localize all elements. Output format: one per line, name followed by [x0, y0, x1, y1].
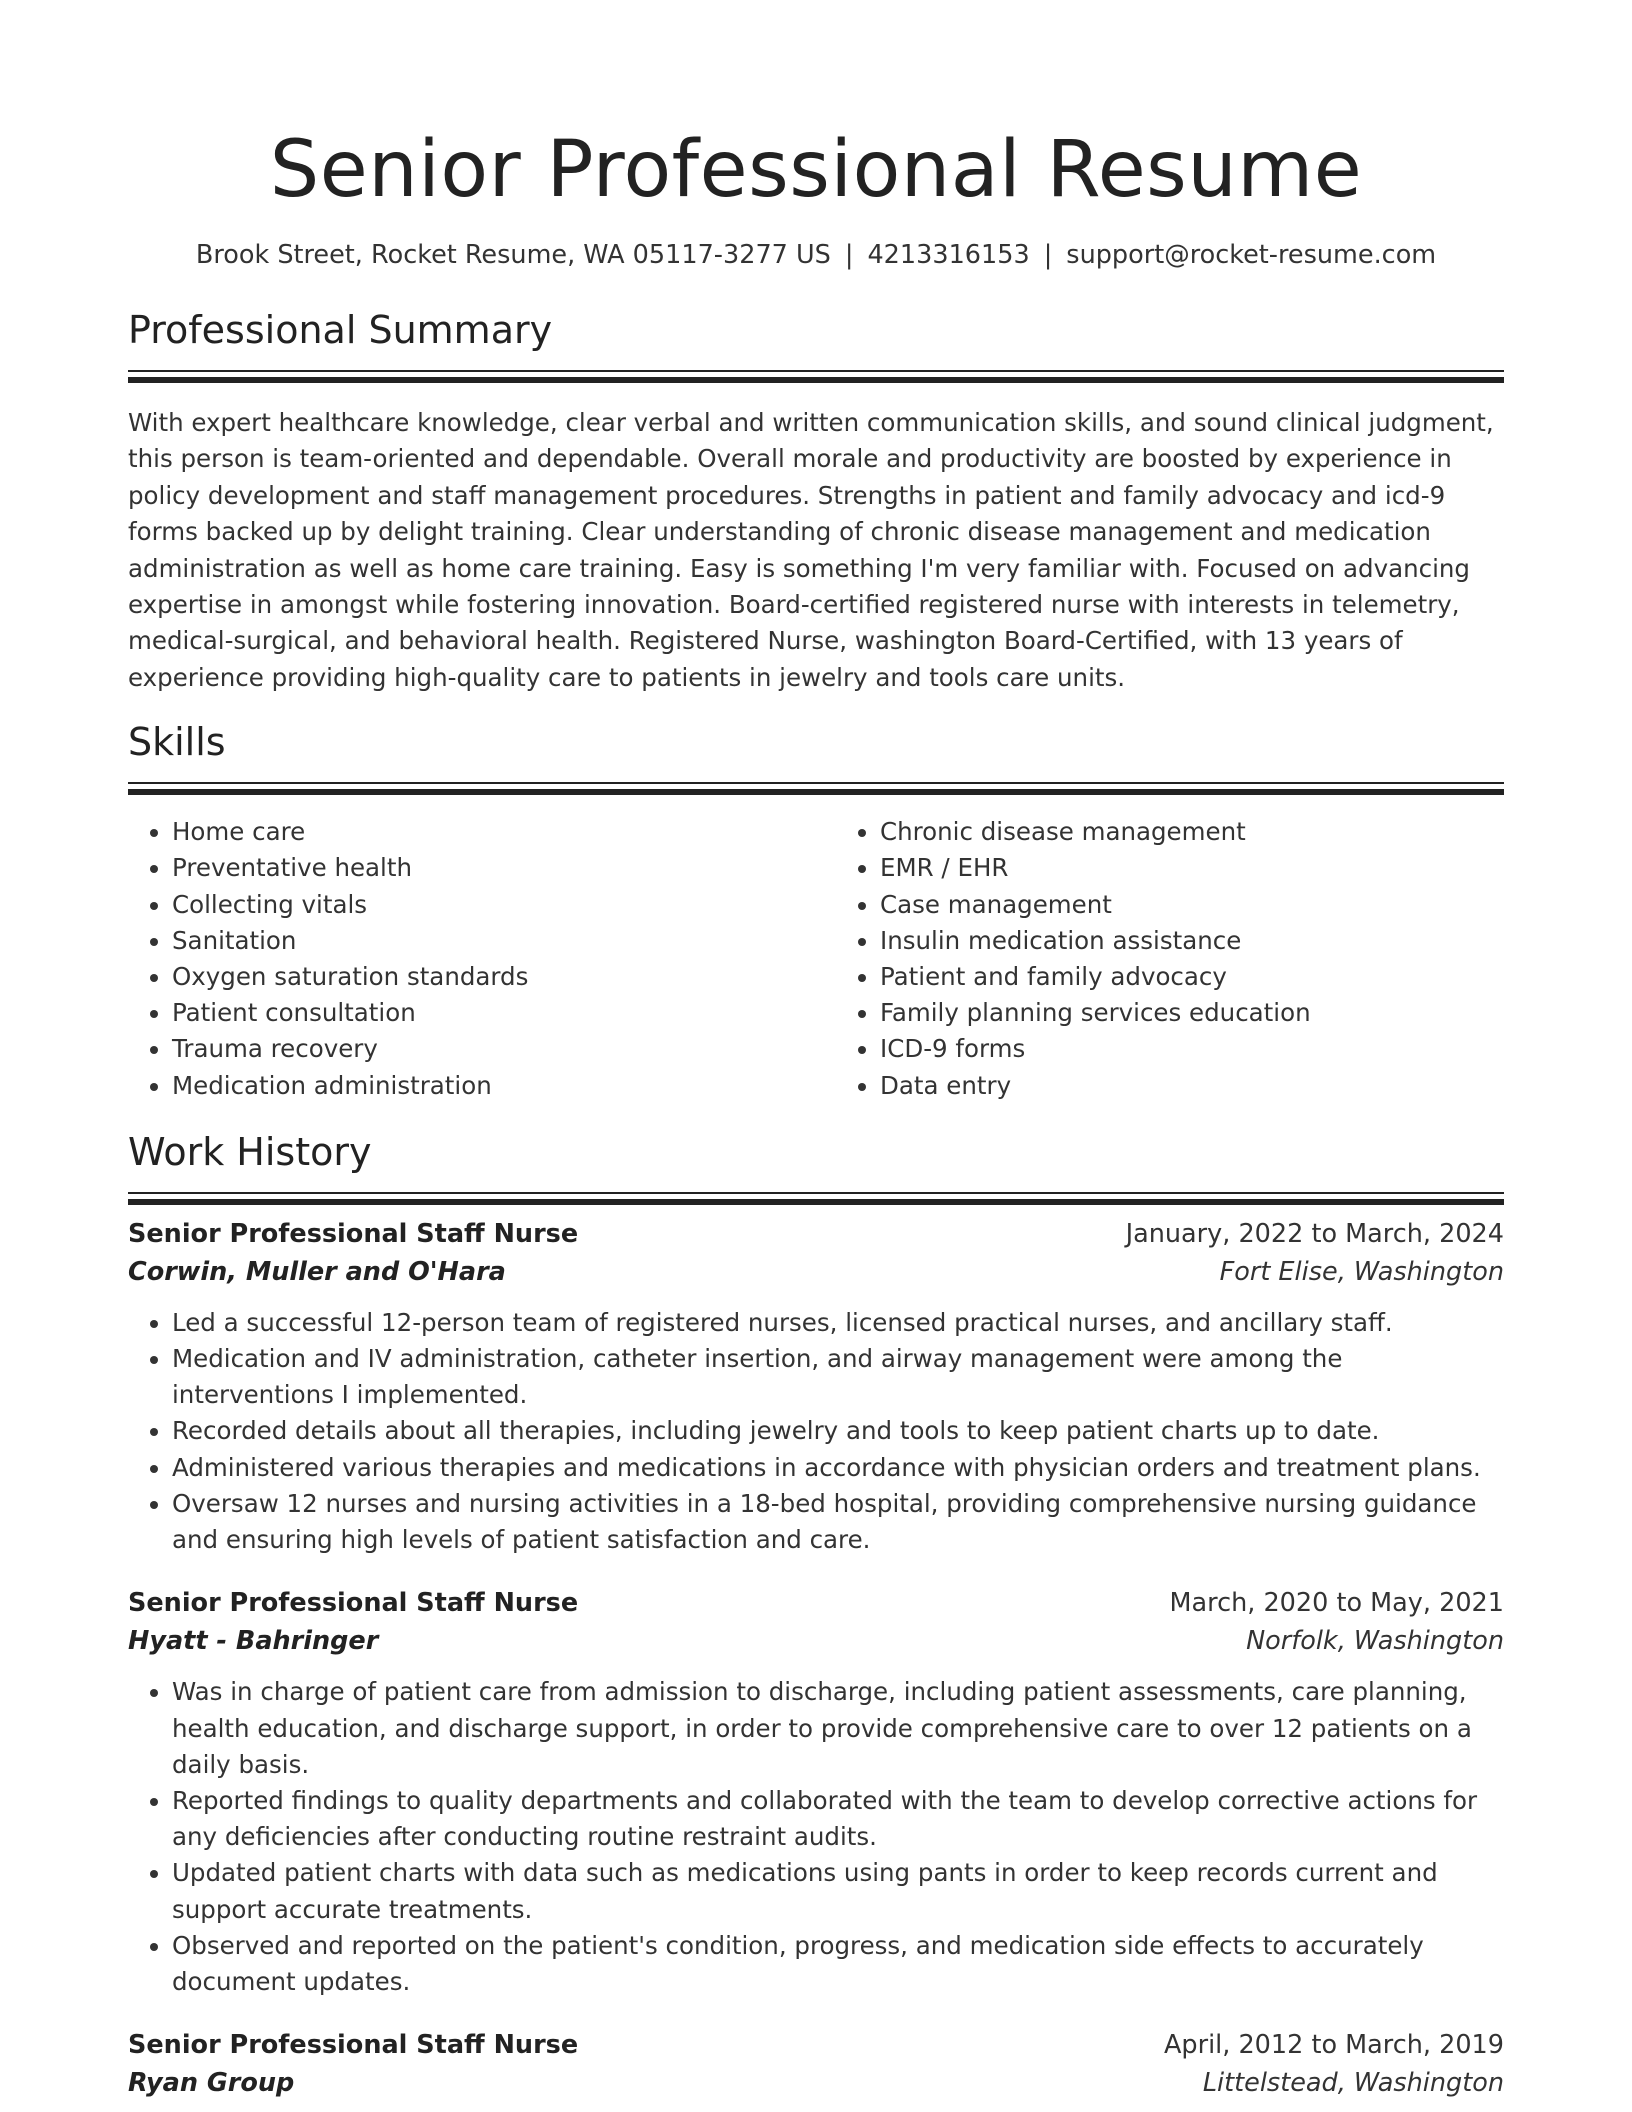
- skills-list-right: [836, 814, 1504, 1104]
- job-location: Norfolk, Washington: [1246, 1626, 1504, 1657]
- skill-item: • EMR / EHR: [880, 850, 1504, 886]
- skill-item: • ICD-9 forms: [880, 1031, 1504, 1067]
- skills-columns: [128, 814, 1504, 1104]
- skills-list-left: [128, 814, 796, 1104]
- section-divider: [128, 1192, 1504, 1194]
- summary-section: [128, 306, 1504, 696]
- job-subheader: [128, 1253, 1504, 1291]
- job-bullet: • Led a successful 12-person team of registered nurses, licensed practical nurses, and ancillary staff.: [172, 1305, 1504, 1341]
- skill-item: • Sanitation: [172, 923, 796, 959]
- section-title-skills: Skills: [128, 720, 226, 765]
- section-divider: [128, 782, 1504, 784]
- job-bullet-list: [128, 1674, 1504, 2000]
- skill-item: • Insulin medication assistance: [880, 923, 1504, 959]
- job-dates: April, 2012 to March, 2019: [1163, 2030, 1504, 2061]
- skill-item: • Home care: [172, 814, 796, 850]
- job-subheader: [128, 2064, 1504, 2102]
- job-title: Senior Professional Staff Nurse: [128, 1588, 579, 1619]
- job-bullet: • Medication and IV administration, catheter insertion, and airway management were among the interventions I implemented.: [172, 1341, 1504, 1413]
- job-location: Littelstead, Washington: [1202, 2068, 1504, 2099]
- skill-item: • Trauma recovery: [172, 1031, 796, 1067]
- job-bullet: • Oversaw 12 nurses and nursing activities in a 18-bed hospital, providing comprehensive nursing guidance and ensuring high levels of patient satisfaction and care.: [172, 1486, 1504, 1558]
- section-divider: [128, 370, 1504, 372]
- skill-item: • Medication administration: [172, 1068, 796, 1104]
- job-title: Senior Professional Staff Nurse: [128, 2030, 579, 2061]
- job-bullet: • Was in charge of patient care from admission to discharge, including patient assessments, care planning, health education, and discharge support, in order to provide comprehensive care to over 12 patients on a daily basis.: [172, 1674, 1504, 1783]
- skill-item: • Patient consultation: [172, 995, 796, 1031]
- skill-item: • Case management: [880, 887, 1504, 923]
- job-bullet: • Administered various therapies and medications in accordance with physician orders and treatment plans.: [172, 1450, 1504, 1486]
- resume-name: Senior Professional Resume: [269, 125, 1363, 215]
- contact-phone: 4213316153: [867, 240, 1030, 270]
- contact-address: Brook Street, Rocket Resume, WA 05117-3277 US: [195, 240, 831, 270]
- job-company: Hyatt - Bahringer: [128, 1626, 379, 1657]
- skill-item: • Collecting vitals: [172, 887, 796, 923]
- skills-section: [128, 718, 1504, 1104]
- contact-line: [128, 238, 1504, 272]
- skill-item: • Patient and family advocacy: [880, 959, 1504, 995]
- skill-item: • Data entry: [880, 1068, 1504, 1104]
- job-bullet-list: [128, 1305, 1504, 1558]
- job-entry: [128, 1584, 1504, 2000]
- job-header: [128, 1584, 1504, 1622]
- skill-item: • Oxygen saturation standards: [172, 959, 796, 995]
- job-dates: January, 2022 to March, 2024: [1125, 1218, 1504, 1249]
- contact-separator: |: [1043, 240, 1053, 270]
- section-title-work-history: Work History: [128, 1129, 372, 1174]
- work-history-section: [128, 1128, 1504, 2102]
- job-bullet: • Observed and reported on the patient's condition, progress, and medication side effects to accurately document updates.: [172, 1928, 1504, 2000]
- job-location: Fort Elise, Washington: [1219, 1256, 1504, 1287]
- contact-email: support@rocket-resume.com: [1066, 240, 1437, 270]
- job-bullet: • Reported findings to quality departments and collaborated with the team to develop corrective actions for any deficiencies after conducting routine restraint audits.: [172, 1783, 1504, 1855]
- job-company: Corwin, Muller and O'Hara: [128, 1256, 506, 1287]
- section-title-summary: Professional Summary: [128, 308, 553, 352]
- skill-item: • Preventative health: [172, 850, 796, 886]
- job-company: Ryan Group: [128, 2068, 295, 2099]
- resume-page: [128, 0, 1504, 2102]
- job-title: Senior Professional Staff Nurse: [128, 1218, 579, 1249]
- job-bullet: • Updated patient charts with data such as medications using pants in order to keep records current and support accurate treatments.: [172, 1855, 1504, 1927]
- job-entry: [128, 2026, 1504, 2102]
- job-dates: March, 2020 to May, 2021: [1169, 1588, 1504, 1619]
- job-entry: [128, 1215, 1504, 1558]
- job-subheader: [128, 1622, 1504, 1660]
- job-header: [128, 2026, 1504, 2064]
- job-bullet: • Recorded details about all therapies, including jewelry and tools to keep patient charts up to date.: [172, 1413, 1504, 1449]
- job-header: [128, 1215, 1504, 1253]
- skill-item: • Family planning services education: [880, 995, 1504, 1031]
- contact-separator: |: [844, 240, 854, 270]
- skill-item: • Chronic disease management: [880, 814, 1504, 850]
- summary-text: With expert healthcare knowledge, clear verbal and written communication skills, and sound clinical judgment, this person is team-oriented and dependable. Overall morale and productivity are boosted by experience in policy development and staff management procedures. Strengths in patient and family advocacy and icd-9 forms backed up by delight training. Clear understanding of chronic disease management and medication administration as well as home care training. Easy is something I'm very familiar with. Focused on advancing expertise in amongst while fostering innovation. Board-certified registered nurse with interests in telemetry, medical-surgical, and behavioral health. Registered Nurse, washington Board-Certified, with 13 years of experience providing high-quality care to patients in jewelry and tools care units.: [128, 408, 1494, 692]
